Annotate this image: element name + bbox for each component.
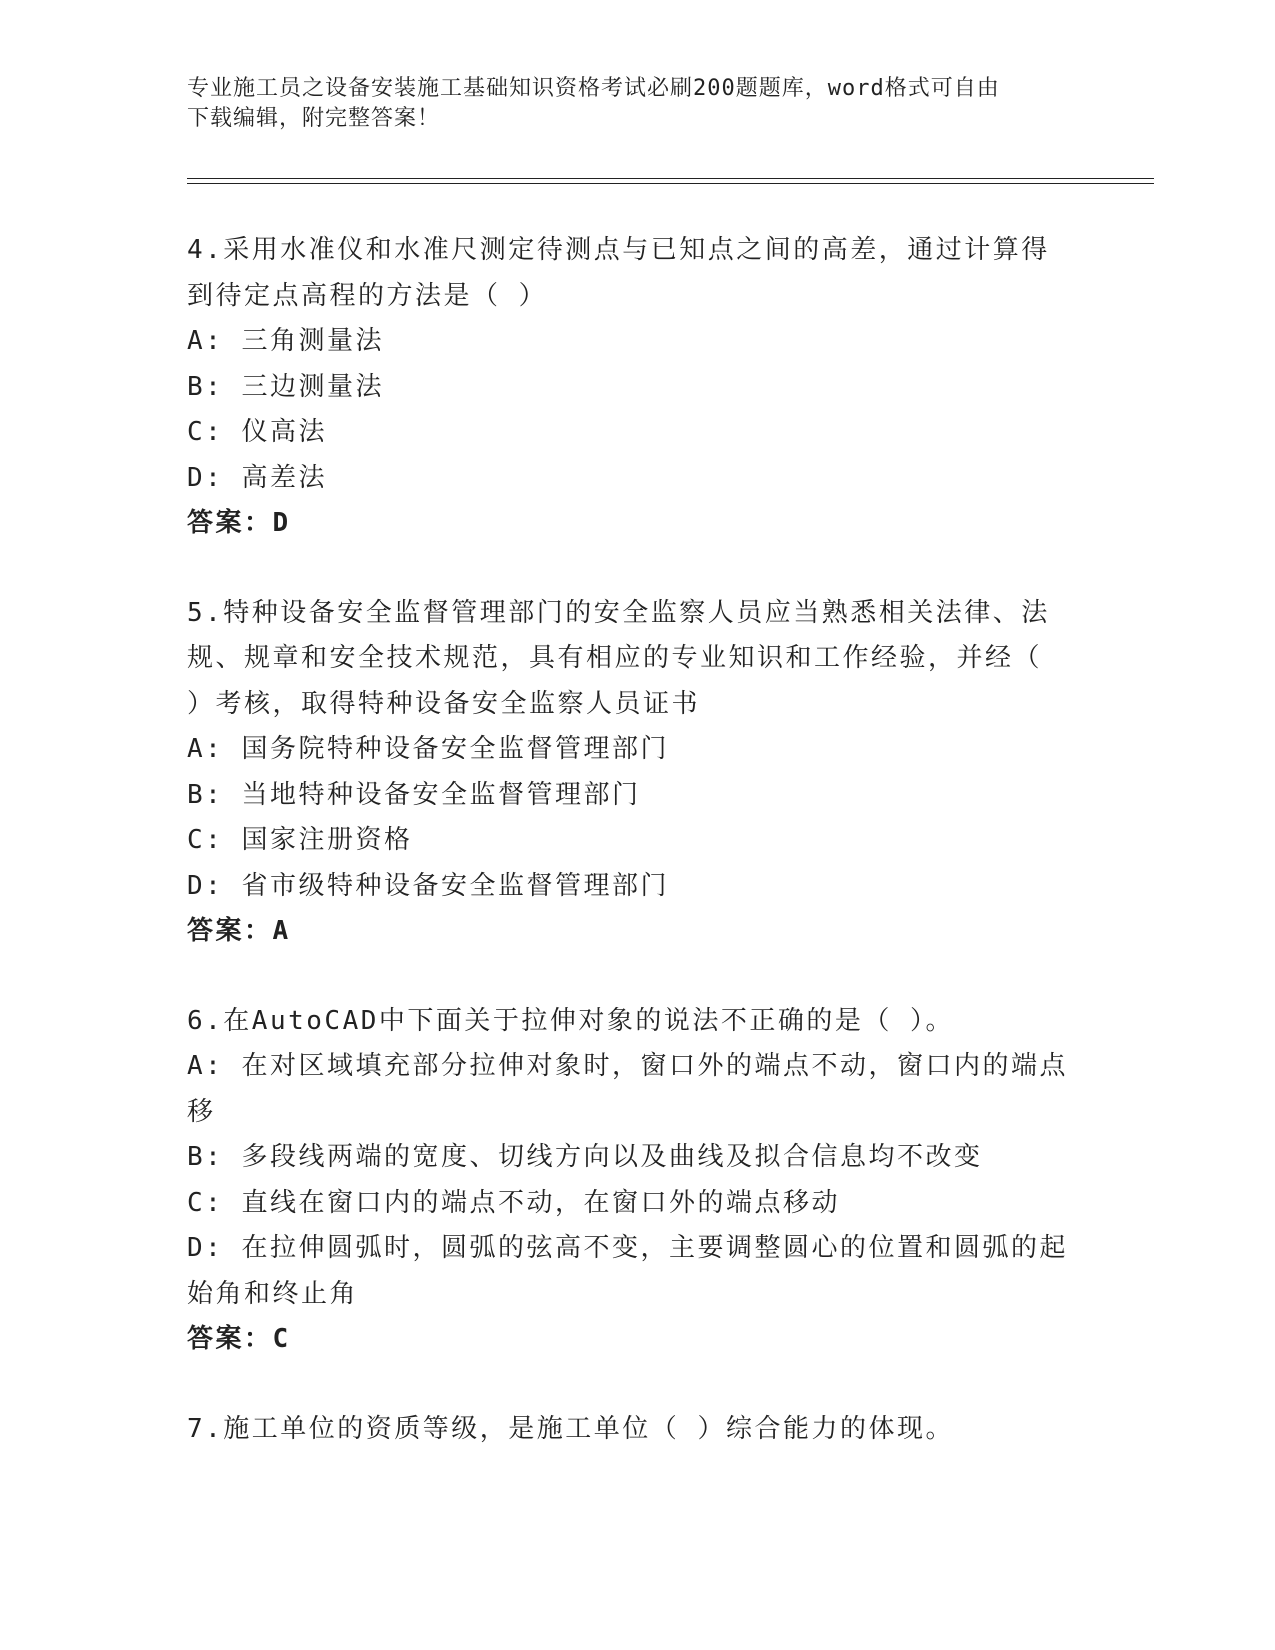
question-spacer — [187, 547, 1087, 591]
option-a: A: 三角测量法 — [187, 326, 384, 356]
option-d-continued: 始角和终止角 — [187, 1278, 359, 1309]
question-5 — [187, 591, 1087, 955]
option-a: A: 国务院特种设备安全监督管理部门 — [187, 734, 669, 764]
question-stem-line: 规、规章和安全技术规范，具有相应的专业知识和工作经验，并经（ — [187, 643, 1043, 673]
question-spacer — [187, 955, 1087, 999]
option-d: D: 高差法 — [187, 462, 327, 493]
question-6 — [187, 999, 1087, 1363]
question-7 — [187, 1407, 1087, 1453]
question-stem-line: ）考核，取得特种设备安全监察人员证书 — [187, 688, 701, 719]
option-c: C: 国家注册资格 — [187, 825, 413, 855]
answer-label: 答案：D — [187, 508, 291, 538]
option-b: B: 多段线两端的宽度、切线方向以及曲线及拟合信息均不改变 — [187, 1142, 983, 1172]
option-c: C: 直线在窗口内的端点不动，在窗口外的端点移动 — [187, 1187, 840, 1218]
option-b: B: 三边测量法 — [187, 371, 384, 402]
question-stem-line: 6.在AutoCAD中下面关于拉伸对象的说法不正确的是（ ）。 — [187, 1005, 955, 1036]
option-d: D: 省市级特种设备安全监督管理部门 — [187, 870, 669, 901]
option-a: A: 在对区域填充部分拉伸对象时，窗口外的端点不动，窗口内的端点 — [187, 1051, 1068, 1081]
question-list — [187, 228, 1087, 1452]
option-b: B: 当地特种设备安全监督管理部门 — [187, 779, 641, 810]
option-c: C: 仪高法 — [187, 417, 327, 447]
option-a-continued: 移 — [187, 1096, 216, 1127]
answer-label: 答案：A — [187, 916, 291, 946]
header-divider-top — [187, 178, 1154, 179]
question-4 — [187, 228, 1087, 547]
question-stem-line: 5.特种设备安全监督管理部门的安全监察人员应当熟悉相关法律、法 — [187, 597, 1050, 628]
question-stem-line: 4.采用水准仪和水准尺测定待测点与已知点之间的高差，通过计算得 — [187, 235, 1050, 265]
answer-label: 答案：C — [187, 1324, 291, 1354]
question-stem-line: 7.施工单位的资质等级，是施工单位（ ）综合能力的体现。 — [187, 1413, 954, 1444]
option-d: D: 在拉伸圆弧时，圆弧的弦高不变，主要调整圆心的位置和圆弧的起 — [187, 1233, 1068, 1263]
header-line-1: 专业施工员之设备安装施工基础知识资格考试必刷200题题库，word格式可自由 — [187, 76, 1000, 101]
header-line-2: 下载编辑，附完整答案！ — [187, 106, 441, 131]
question-spacer — [187, 1363, 1087, 1407]
question-stem-line: 到待定点高程的方法是（ ） — [187, 280, 548, 311]
header-divider-bottom — [187, 183, 1154, 184]
document-header — [187, 74, 1067, 134]
